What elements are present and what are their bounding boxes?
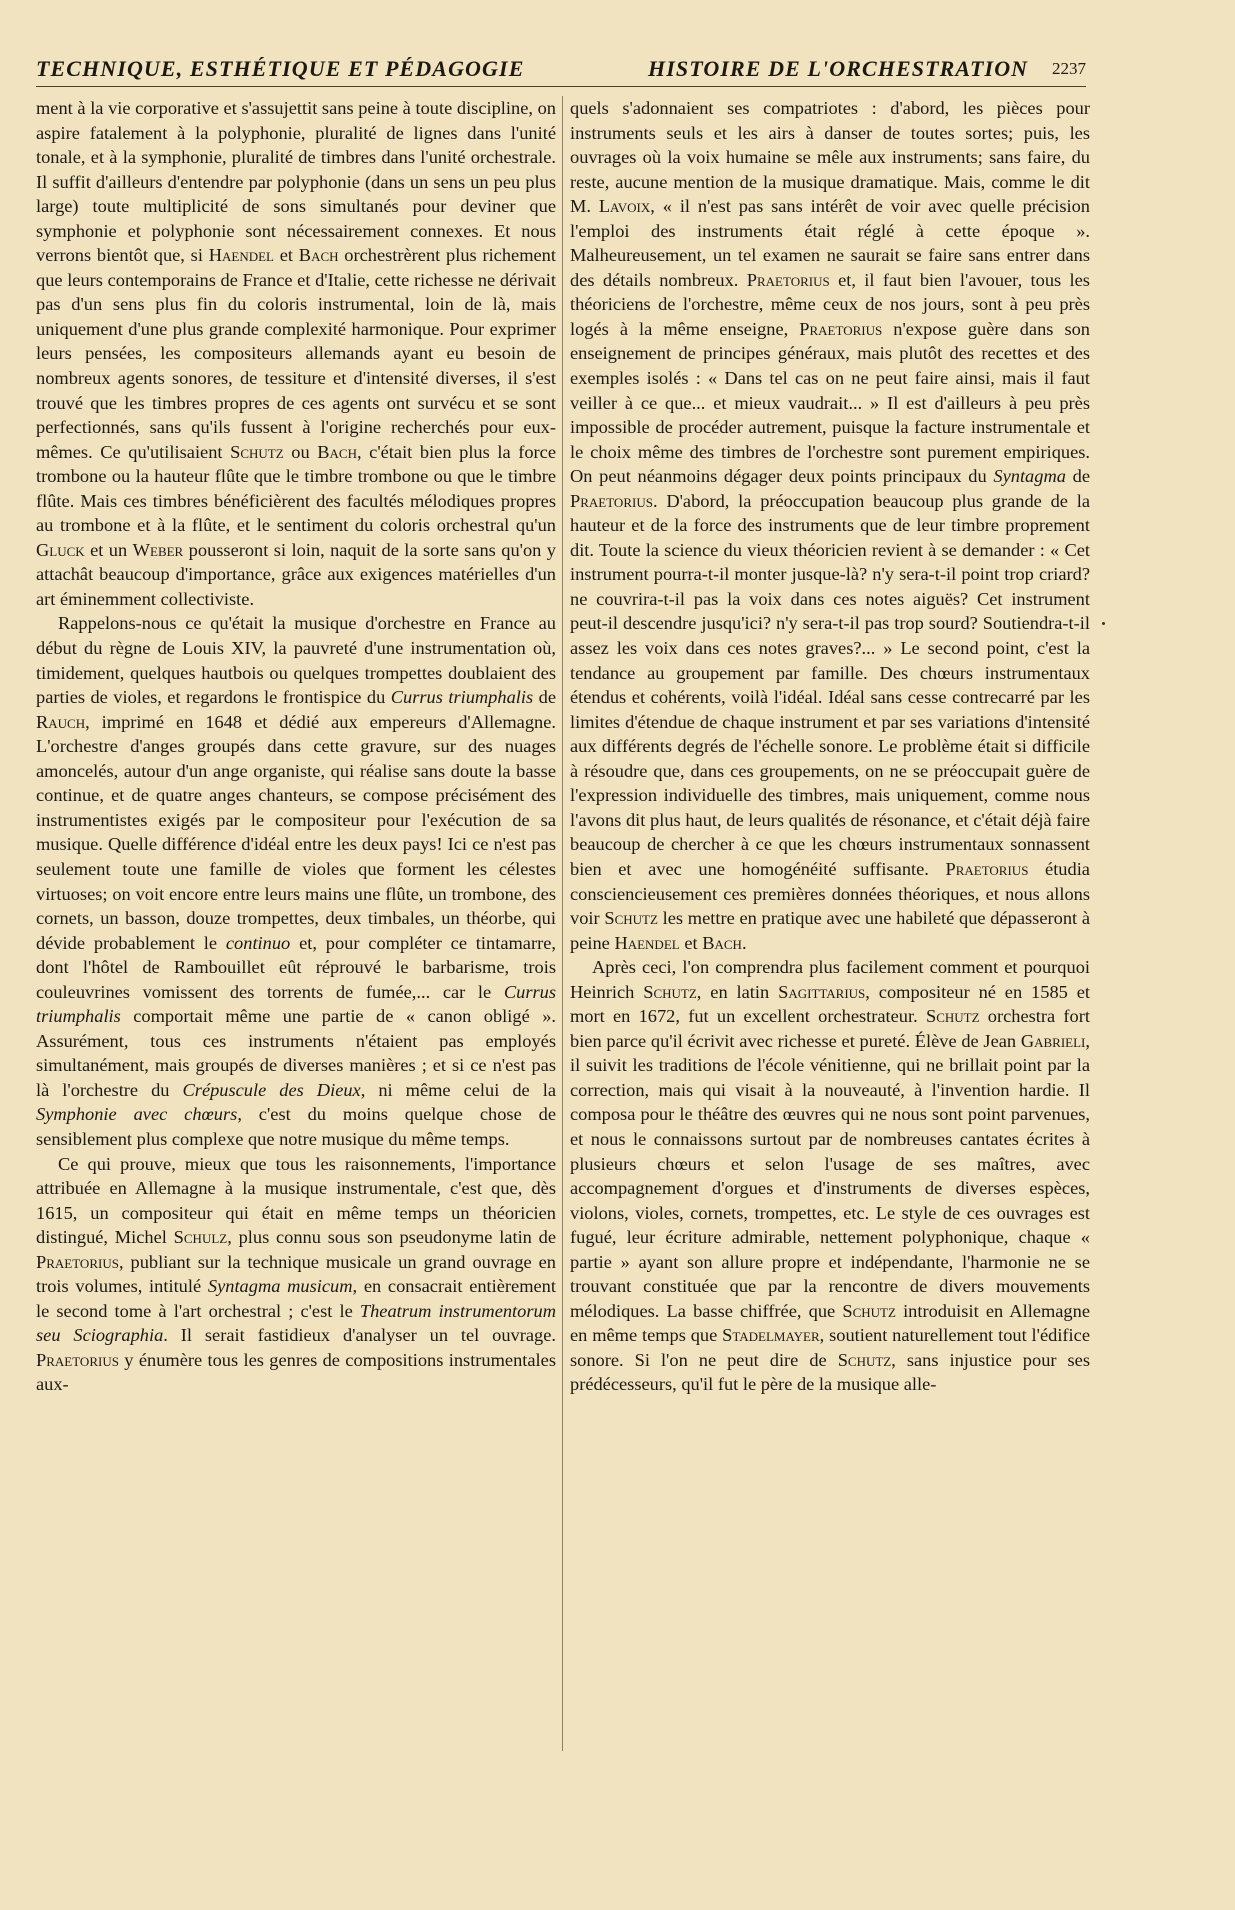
text-run: de (538, 687, 556, 708)
composer-name: Rauch (36, 711, 86, 732)
text-run: Ce qui prouve, mieux que tous les raisonnements, l'importance attribuée en Allemagne à la musique instrumentale, c'est que, dès 1615, un compositeur qui était en même temps un théoricien distingué, Michel (36, 1153, 556, 1248)
work-title: Symphonie avec chœurs (36, 1104, 238, 1125)
text-run: , en consacrait entièrement le second tome à l'art orchestral ; c'est le (36, 1276, 556, 1321)
text-run: n'expose guère dans son enseignement de principes généraux, mais plutôt des recettes et des exemples isolés : « Dans tel cas on ne peut faire ainsi, mais il faut veiller à ce que... et mieux vaudrait... » Il est d'ailleurs à peu près impossible de procéder autrement, puisque la facture instrumentale et le choix même des timbres de l'orchestre sont purement empiriques. On peut néanmoins dégager deux points principaux du (570, 318, 1090, 487)
work-title: Currus triumphalis (36, 981, 556, 1027)
composer-name: Schutz (925, 1006, 980, 1027)
composer-name: Stadelmayer (722, 1325, 820, 1346)
text-run: , soutient naturellement tout l'édifice sonore. Si l'on ne peut dire de (570, 1325, 1090, 1370)
composer-name: Praetorius (36, 1251, 119, 1272)
text-run: les mettre en pratique avec une habileté que dépasseront à peine (570, 908, 1090, 953)
paragraph (570, 955, 1090, 1397)
text-run: , en latin (696, 981, 770, 1002)
header-right-title: HISTOIRE DE L'ORCHESTRATION (648, 56, 1029, 81)
composer-name: Schutz (643, 981, 697, 1002)
text-run: et, pour compléter ce tintamarre, dont l'hôtel de Rambouillet eût réprouvé le barbarisme, trois couleuvrines vomissent des torrents de fumée,... car le (36, 932, 556, 1002)
composer-name: Bach (702, 932, 742, 953)
work-title: continuo (225, 932, 291, 953)
text-run: , « il n'est pas sans intérêt de voir avec quelle précision l'emploi des instruments était réglé à cette époque ». Malheureusement, un tel examen ne saurait se faire sans entrer dans des détails nombreux. (570, 196, 1090, 290)
composer-name: Praetorius (799, 318, 883, 339)
paragraph (36, 1152, 556, 1397)
column-divider (562, 96, 563, 1751)
text-run: de (1072, 466, 1090, 487)
text-run: et, il faut bien l'avouer, tous les théoriciens de l'orchestre, même ceux de nos jours, sont à peu près logés à la même enseigne, (570, 269, 1090, 339)
composer-name: Praetorius (570, 490, 653, 511)
composer-name: Bach (298, 245, 339, 266)
composer-name: Haendel (614, 932, 680, 953)
work-title: Crépuscule des Dieux (182, 1079, 361, 1100)
text-run: , c'était bien plus la force trombone ou la hauteur flûte que le timbre trombone ou que le timbre flûte. Mais ces timbres bénéficièrent des facultés mélodiques propres au trombone et à la flûte, et le sentiment du coloris orchestral qu'un (36, 441, 556, 536)
left-column (36, 96, 556, 1397)
work-title: Syntagma musicum (207, 1276, 353, 1297)
text-run: et (684, 932, 698, 953)
work-title: Syntagma (993, 466, 1066, 487)
text-run: Rappelons-nous ce qu'était la musique d'orchestre en France au début du règne de Louis XIV, la pauvreté d'une instrumentation où, timidement, quelques hautbois ou quelques trompettes doublaient des parties de violes, et regardons le frontispice du (36, 613, 556, 708)
composer-name: Weber (132, 539, 184, 560)
text-run: . D'abord, la préoccupation beaucoup plus grande de la hauteur et de la force des instruments que de leur timbre proprement dit. Toute la science du vieux théoricien revient à se demander : « Cet instrument pourra-t-il monter jusque-là? n'y sera-t-il point trop criard? ne couvrira-t-il pas la voix dans ces notes aiguës? Cet instrument peut-il descendre jusqu'ici? n'y sera-t-il pas trop sourd? Soutiendra-t-il assez les voix dans ces notes graves?... » Le second point, c'est la tendance au groupement par famille. Des chœurs instrumentaux étendus et cohérents, voilà l'idéal. Idéal sans cesse contrecarré par les limites d'étendue de chaque instrument et par ses variations d'intensité aux différents degrés de l'échelle sonore. Le problème était si difficile à résoudre que, dans ces groupements, on ne se préoccupait guère de l'expression individuelle des timbres, mais uniquement, comme nous l'avons dit plus haut, de leurs qualités de résonance, et c'était déjà faire beaucoup de chercher à ce que les chœurs instrumentaux sonnassent bien et avec une homogénéité suffisante. (570, 490, 1090, 879)
composer-name: Praetorius (36, 1349, 119, 1370)
text-run: , ni même celui de la (360, 1079, 556, 1100)
composer-name: Schulz (173, 1227, 228, 1248)
page-number: 2237 (1052, 59, 1086, 78)
text-run: , compositeur né en 1585 et mort en 1672, fut un excellent orchestrateur. (570, 981, 1090, 1027)
composer-name: Praetorius (945, 858, 1029, 879)
text-run: quels s'adonnaient ses compatriotes : d'abord, les pièces pour instruments seuls et les airs à danser de toutes sortes; puis, les ouvrages où la voix humaine se mêle aux instruments; sans faire, du reste, aucune mention de la musique dramatique. Mais, comme le dit M. (570, 98, 1090, 217)
composer-name: Schutz (604, 908, 658, 929)
paragraph (570, 96, 1090, 955)
text-run: ou (291, 441, 310, 462)
author-name: Lavoix (598, 196, 651, 217)
composer-name: Schutz (842, 1300, 896, 1321)
composer-name: Schutz (837, 1349, 892, 1370)
header-rule (36, 86, 1086, 87)
ink-speck (1102, 622, 1105, 625)
text-run: , imprimé en 1648 et dédié aux empereurs d'Allemagne. L'orchestre d'anges groupés dans cette gravure, sur des nuages amoncelés, autour d'un ange organiste, qui réalise sans doute la basse continue, et de quatre anges chanteurs, se compose précisément des instrumentistes exigés par le compositeur pour l'exécution de sa musique. Quelle différence d'idéal entre les deux pays! Ici ce n'est pas seulement toute une famille de violes que forment les célestes virtuoses; on voit encore entre leurs mains une flûte, un trombone, des cornets, un basson, douze trompettes, deux timbales, un théorbe, qui dévide probablement le (36, 711, 556, 953)
composer-name: Gabrieli (1020, 1030, 1086, 1051)
composer-name: Bach (317, 441, 357, 462)
composer-name: Schutz (230, 441, 284, 462)
text-run: comportait même une partie de « canon obligé ». Assurément, tous ces instruments n'étaient pas employés simultanément, mais groupés de diverses manières ; et si ce n'est pas là l'orchestre du (36, 1006, 556, 1100)
text-run: ment à la vie corporative et s'assujettit sans peine à toute discipline, on aspire fatalement à la polyphonie, pluralité de lignes dans l'unité tonale, et à la symphonie, pluralité de timbres dans l'unité orchestrale. Il suffit d'ailleurs d'entendre par polyphonie (dans un sens un peu plus large) toute multiplicité de sons simultanés pour deviner que symphonie et polyphonie sont nécessairement connexes. Et nous verrons bientôt que, si (36, 98, 556, 266)
composer-name: Sagittarius (778, 981, 866, 1002)
work-title: Currus triumphalis (390, 687, 534, 708)
text-run: Après ceci, l'on comprendra plus facilement comment et pourquoi Heinrich (570, 957, 1090, 1002)
text-run: , c'est du moins quelque chose de sensiblement plus complexe que notre musique du même temps. (36, 1104, 556, 1149)
text-run: , sans injustice pour ses prédécesseurs, qu'il fut le père de la musique alle- (570, 1349, 1090, 1395)
paragraph (36, 611, 556, 1151)
composer-name: Praetorius (746, 269, 830, 290)
paragraph (36, 96, 556, 611)
text-run: . (741, 932, 747, 953)
composer-name: Haendel (208, 245, 274, 266)
text-run: y énumère tous les genres de compositions instrumentales aux- (36, 1349, 556, 1395)
text-run: orchestra fort bien parce qu'il écrivit avec richesse et pureté. Élève de Jean (570, 1006, 1090, 1051)
text-run: et un (90, 539, 128, 560)
text-run: et (279, 245, 294, 266)
header-left-title: TECHNIQUE, ESTHÉTIQUE ET PÉDAGOGIE (36, 56, 525, 81)
right-column (570, 96, 1090, 1397)
composer-name: Gluck (36, 539, 85, 560)
text-run: , plus connu sous son pseudonyme latin de (227, 1227, 556, 1248)
text-run: étudia consciencieusement ces premières données théoriques, et nous allons voir (570, 858, 1090, 929)
text-run: . Il serait fastidieux d'analyser un tel ouvrage. (163, 1325, 556, 1346)
text-run: pousseront si loin, naquit de la sorte sans qu'on y attachât beaucoup d'importance, grâce aux exigences matérielles d'un art éminemment collectiviste. (36, 539, 556, 609)
text-run: , il suivit les traditions de l'école vénitienne, qui ne brillait point par la correction, mais qui visait à la nouveauté, à l'invention hardie. Il composa pour le théâtre des œuvres qui ne nous sont point parvenues, et nous le connaissons surtout par de nombreuses cantates écrites à plusieurs chœurs et selon l'usage de ses maîtres, avec accompagnement d'orgues et d'instruments de diverses espèces, violons, violes, cornets, trompettes, etc. Le style de ces ouvrages est fugué, leur écriture admirable, nettement polyphonique, chaque « partie » ayant son allure propre et indépendante, l'harmonie ne se trouvant constituée que par la rencontre de divers mouvements mélodiques. La basse chiffrée, que (570, 1030, 1090, 1321)
text-run: introduisit en Allemagne en même temps que (570, 1300, 1090, 1346)
running-header (36, 56, 1086, 86)
work-title: Theatrum instrumentorum seu Sciographia (36, 1300, 556, 1346)
text-run: orchestrèrent plus richement que leurs contemporains de France et d'Italie, cette richesse ne dérivait pas d'un sens plus fin du coloris instrumental, loin de là, mais uniquement d'une plus grande complexité harmonique. Pour exprimer leurs pensées, les compositeurs allemands ayant eu besoin de nombreux agents sonores, de tessiture et d'intensité diverses, il s'est trouvé que les timbres propres de ces agents ont survécu et se sont perfectionnés, sans qu'ils fussent à l'origine recherchés pour eux-mêmes. Ce qu'utilisaient (36, 245, 556, 462)
text-run: , publiant sur la technique musicale un grand ouvrage en trois volumes, intitulé (36, 1251, 556, 1297)
